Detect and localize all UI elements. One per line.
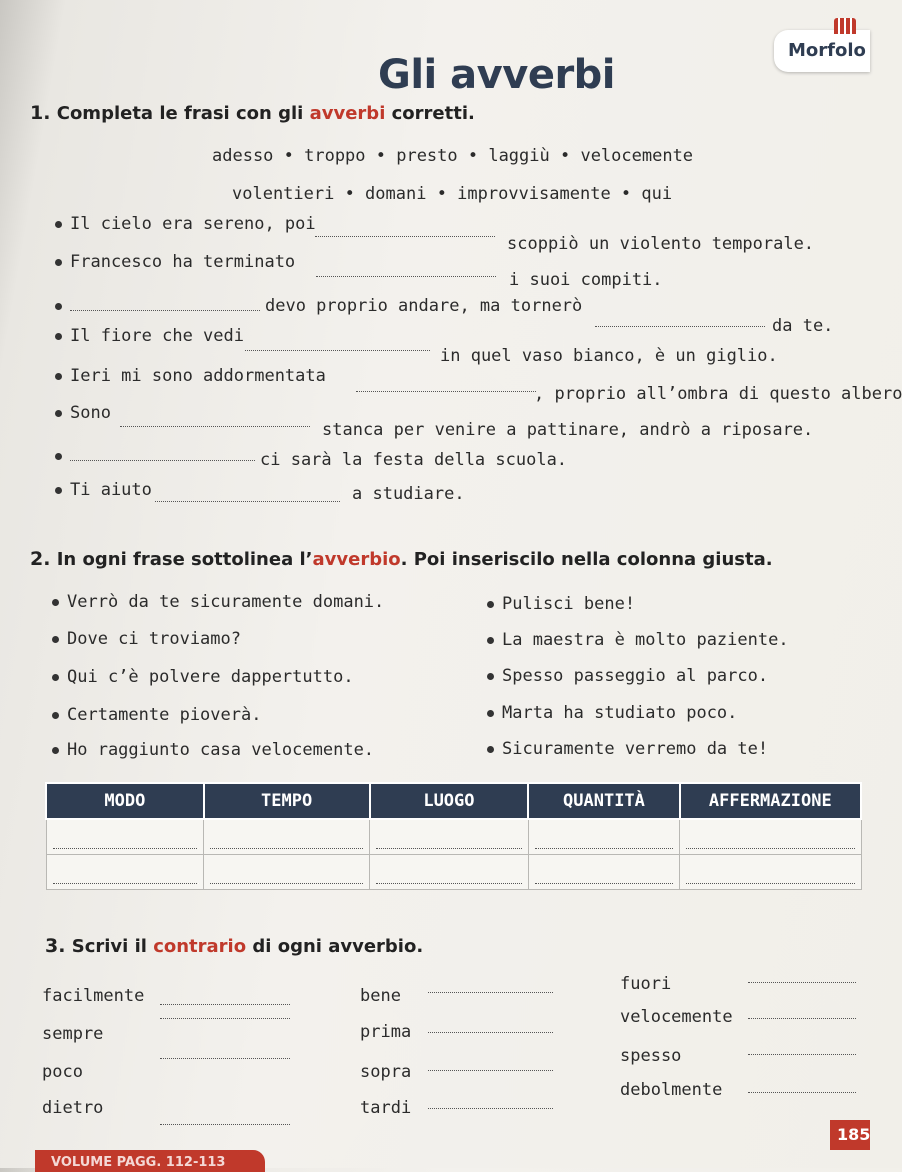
column-header-modo: MODO xyxy=(46,783,204,819)
exercise-3-heading-red: contrario xyxy=(153,936,247,957)
sentence-3-end: da te. xyxy=(772,316,834,336)
ex2-right-item-3 xyxy=(487,666,768,686)
opposite-word-2: sempre xyxy=(42,1024,104,1044)
exercise-1-heading-pre: Completa le frasi con gli xyxy=(56,103,310,124)
page-number: 185 xyxy=(830,1120,870,1150)
ex2-left-item-4 xyxy=(52,705,261,725)
bullet-icon xyxy=(52,712,59,719)
sentence-1-end: scoppiò un violento temporale. xyxy=(507,234,815,254)
ex2-right-item-5 xyxy=(487,739,768,759)
sentence-5-start: Ieri mi sono addormentata xyxy=(70,366,326,386)
sentence-1 xyxy=(55,214,316,234)
ex2-left-item-5 xyxy=(52,740,374,760)
ex2-left-text-1: Verrò da te sicuramente domani. xyxy=(67,592,385,612)
opposite-blank-1[interactable] xyxy=(160,990,290,1005)
sentence-7-text: ci sarà la festa della scuola. xyxy=(260,450,568,470)
sentence-6 xyxy=(55,403,111,423)
bullet-icon xyxy=(55,221,62,228)
exercise-2-heading xyxy=(30,548,773,570)
opposite-word-4: dietro xyxy=(42,1098,104,1118)
ex2-left-text-3: Qui c’è polvere dappertutto. xyxy=(67,667,354,687)
bullet-icon xyxy=(55,373,62,380)
sentence-4-start: Il fiore che vedi xyxy=(70,326,244,346)
column-header-affermazione: AFFERMAZIONE xyxy=(680,783,861,819)
opposite-blank-11[interactable] xyxy=(748,1040,856,1055)
sentence-1-start: Il cielo era sereno, poi xyxy=(70,214,316,234)
section-tab-label: Morfolo xyxy=(788,40,866,61)
exercise-2-heading-pre: In ogni frase sottolinea l’ xyxy=(56,549,313,570)
answer-blank-1[interactable] xyxy=(315,222,495,237)
opposite-blank-5[interactable] xyxy=(428,978,553,993)
footer-volume-ref: VOLUME PAGG. 112-113 xyxy=(35,1150,265,1172)
ex2-right-text-5: Sicuramente verremo da te! xyxy=(502,739,769,759)
exercise-3-heading-pre: Scrivi il xyxy=(71,936,154,957)
exercise-3-number: 3. xyxy=(45,935,66,957)
opposite-word-11: spesso xyxy=(620,1046,682,1066)
column-header-quantita: QUANTITÀ xyxy=(528,783,679,819)
ex2-right-item-1 xyxy=(487,594,635,614)
ex2-left-item-1 xyxy=(52,592,384,612)
opposite-blank-6[interactable] xyxy=(428,1018,553,1033)
ex2-left-text-5: Ho raggiunto casa velocemente. xyxy=(67,740,375,760)
sentence-7 xyxy=(55,446,255,466)
sentence-3 xyxy=(55,296,260,316)
table-row xyxy=(46,819,861,855)
ex2-left-text-2: Dove ci troviamo? xyxy=(67,629,241,649)
word-bank-line-1: adesso • troppo • presto • laggiù • velocemente xyxy=(212,146,694,166)
opposite-blank-2[interactable] xyxy=(160,1004,290,1019)
opposite-blank-3[interactable] xyxy=(160,1044,290,1059)
sentence-4 xyxy=(55,326,244,346)
answer-blank-3[interactable] xyxy=(70,296,260,311)
opposite-word-3: poco xyxy=(42,1062,83,1082)
page-title: Gli avverbi xyxy=(378,52,616,98)
answer-blank-6[interactable] xyxy=(356,377,536,392)
table-cell[interactable] xyxy=(528,819,679,855)
bullet-icon xyxy=(487,673,494,680)
bullet-icon xyxy=(487,710,494,717)
sentence-8-end: a studiare. xyxy=(352,484,465,504)
exercise-1-number: 1. xyxy=(30,102,51,124)
bullet-icon xyxy=(55,333,62,340)
sentence-3-text: devo proprio andare, ma tornerò xyxy=(265,296,583,316)
bullet-icon xyxy=(52,636,59,643)
table-cell[interactable] xyxy=(204,819,370,855)
exercise-1-heading-red: avverbi xyxy=(309,103,386,124)
sentence-6-start: Sono xyxy=(70,403,111,423)
answer-blank-8[interactable] xyxy=(70,446,255,461)
opposite-word-5: bene xyxy=(360,986,401,1006)
ex2-left-text-4: Certamente pioverà. xyxy=(67,705,262,725)
bullet-icon xyxy=(55,453,62,460)
bullet-icon xyxy=(52,599,59,606)
bullet-icon xyxy=(55,303,62,310)
sentence-8 xyxy=(55,480,152,500)
opposite-blank-12[interactable] xyxy=(748,1078,856,1093)
ex2-right-text-4: Marta ha studiato poco. xyxy=(502,703,738,723)
ex2-left-item-3 xyxy=(52,667,354,687)
exercise-2-heading-post: . Poi inseriscilo nella colonna giusta. xyxy=(400,549,773,570)
bullet-icon xyxy=(487,637,494,644)
ex2-right-text-1: Pulisci bene! xyxy=(502,594,636,614)
answer-blank-7[interactable] xyxy=(120,412,310,427)
word-bank-line-2: volentieri • domani • improvvisamente • qui xyxy=(232,184,673,204)
table-cell[interactable] xyxy=(46,855,204,890)
opposite-blank-8[interactable] xyxy=(428,1094,553,1109)
answer-blank-9[interactable] xyxy=(155,487,340,502)
column-header-luogo: LUOGO xyxy=(370,783,529,819)
classification-table xyxy=(45,782,862,890)
sentence-8-start: Ti aiuto xyxy=(70,480,152,500)
ex2-right-text-3: Spesso passeggio al parco. xyxy=(502,666,769,686)
table-cell[interactable] xyxy=(680,855,861,890)
exercise-3-heading xyxy=(45,935,423,957)
ex2-right-item-2 xyxy=(487,630,789,650)
bullet-icon xyxy=(55,487,62,494)
opposite-blank-10[interactable] xyxy=(748,1004,856,1019)
bullet-icon xyxy=(55,410,62,417)
sentence-2-start: Francesco ha terminato xyxy=(70,252,296,272)
table-cell[interactable] xyxy=(46,819,204,855)
opposite-word-10: velocemente xyxy=(620,1007,733,1027)
bullet-icon xyxy=(487,746,494,753)
opposite-word-8: tardi xyxy=(360,1098,412,1118)
ex2-right-text-2: La maestra è molto paziente. xyxy=(502,630,789,650)
answer-blank-4[interactable] xyxy=(595,312,765,327)
opposite-blank-7[interactable] xyxy=(428,1056,553,1071)
opposite-word-12: debolmente xyxy=(620,1080,723,1100)
opposite-blank-9[interactable] xyxy=(748,968,856,983)
sentence-5 xyxy=(55,366,326,386)
table-cell[interactable] xyxy=(204,855,370,890)
table-cell[interactable] xyxy=(370,855,529,890)
opposite-word-6: prima xyxy=(360,1022,412,1042)
answer-blank-5[interactable] xyxy=(245,336,430,351)
sentence-4-end: in quel vaso bianco, è un giglio. xyxy=(440,346,778,366)
exercise-3-heading-post: di ogni avverbio. xyxy=(246,936,424,957)
exercise-2-heading-red: avverbio xyxy=(312,549,401,570)
opposite-word-7: sopra xyxy=(360,1062,412,1082)
ex2-right-item-4 xyxy=(487,703,737,723)
opposite-word-9: fuori xyxy=(620,974,672,994)
sentence-2-end: i suoi compiti. xyxy=(509,270,663,290)
ex2-left-item-2 xyxy=(52,629,241,649)
sentence-6-end: stanca per venire a pattinare, andrò a riposare. xyxy=(322,420,814,440)
flag-stripes-icon xyxy=(834,18,856,34)
bullet-icon xyxy=(52,674,59,681)
exercise-2-number: 2. xyxy=(30,548,51,570)
exercise-1-heading xyxy=(30,102,475,124)
exercise-1-heading-post: corretti. xyxy=(385,103,475,124)
answer-blank-2[interactable] xyxy=(316,262,496,277)
table-cell[interactable] xyxy=(680,819,861,855)
opposite-blank-4[interactable] xyxy=(160,1110,290,1125)
table-row xyxy=(46,855,861,890)
bullet-icon xyxy=(52,747,59,754)
sentence-2 xyxy=(55,252,295,272)
section-tab xyxy=(774,30,870,72)
table-cell[interactable] xyxy=(528,855,679,890)
opposite-word-1: facilmente xyxy=(42,986,145,1006)
table-cell[interactable] xyxy=(370,819,529,855)
column-header-tempo: TEMPO xyxy=(204,783,370,819)
bullet-icon xyxy=(487,601,494,608)
bullet-icon xyxy=(55,259,62,266)
sentence-5-end: , proprio all’ombra di questo albero xyxy=(534,384,902,404)
